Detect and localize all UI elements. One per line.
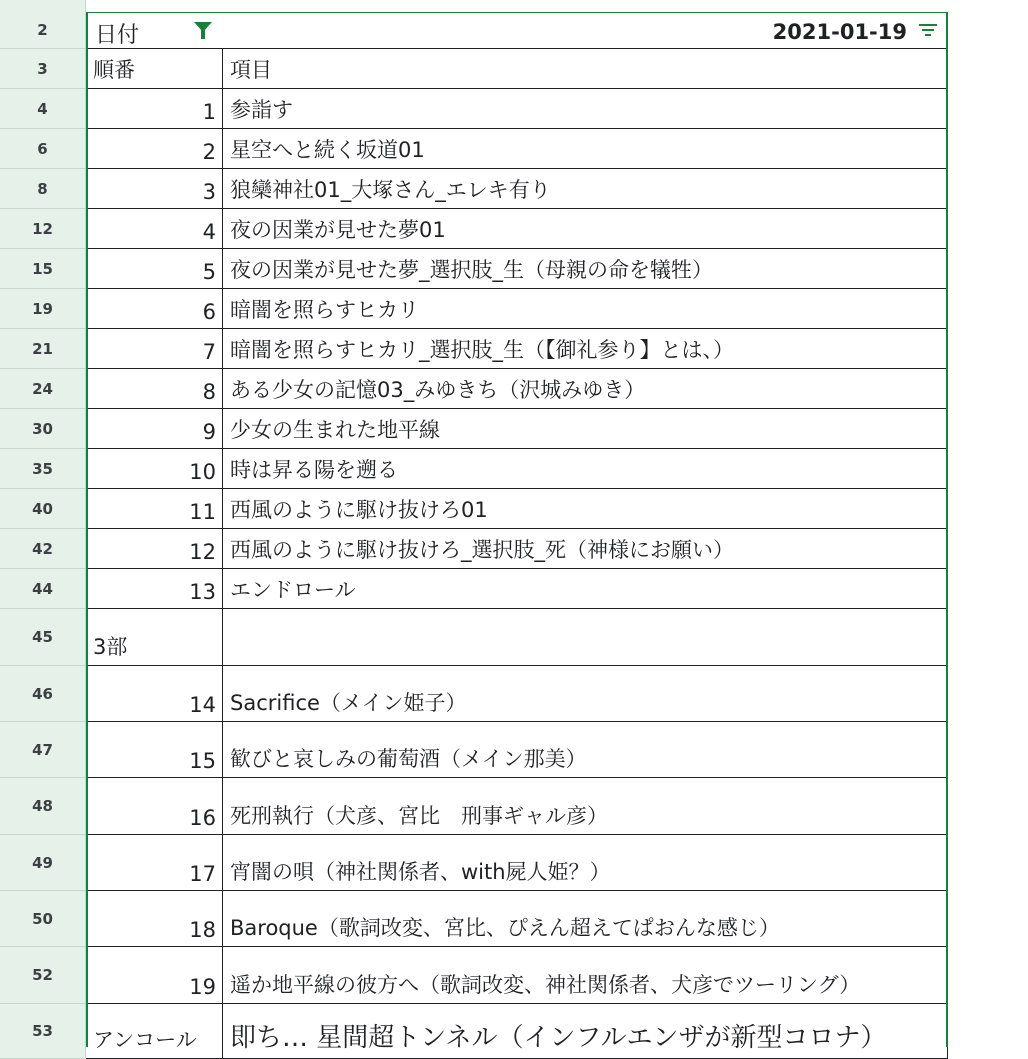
row-number[interactable]: 48 [0, 778, 85, 835]
item-cell[interactable] [223, 449, 948, 488]
item-cell[interactable] [223, 569, 948, 608]
date-label: 日付 [95, 23, 140, 48]
order-cell[interactable] [86, 569, 223, 608]
row-number[interactable]: 42 [0, 529, 85, 569]
item-value: 時は昇る陽を遡る [230, 458, 398, 482]
item-value: エンドロール [230, 578, 356, 602]
row-number[interactable]: 46 [0, 666, 85, 722]
item-value: 歓びと哀しみの葡萄酒（メイン那美） [230, 747, 587, 771]
row-number[interactable]: 19 [0, 289, 85, 329]
row-number[interactable]: 3 [0, 49, 85, 89]
order-value: 18 [189, 918, 216, 942]
order-cell[interactable] [86, 89, 223, 128]
item-cell[interactable] [223, 409, 948, 448]
item-cell[interactable] [223, 1004, 948, 1058]
table-row [86, 209, 948, 249]
order-value: 19 [189, 975, 216, 999]
selection-border-left [86, 12, 88, 1047]
item-value: 遥か地平線の彼方へ（歌詞改変、神社関係者、犬彦でツーリング） [230, 973, 861, 997]
row-number[interactable]: 40 [0, 489, 85, 529]
row-number[interactable]: 24 [0, 369, 85, 409]
item-value: 暗闇を照らすヒカリ_選択肢_生（【御礼参り】とは、） [230, 338, 734, 362]
table-row [86, 529, 948, 569]
order-value: 12 [189, 540, 216, 564]
order-cell[interactable] [86, 369, 223, 408]
order-cell[interactable] [86, 666, 223, 721]
table-row [86, 289, 948, 329]
table-row [86, 947, 948, 1004]
table-row [86, 722, 948, 778]
table-row [86, 169, 948, 209]
order-value: 17 [189, 862, 216, 886]
order-column-title: 順番 [93, 58, 135, 82]
item-cell[interactable] [223, 89, 948, 128]
table-row [86, 666, 948, 722]
table-row [86, 329, 948, 369]
order-value: 5 [202, 260, 216, 284]
item-value: Baroque（歌詞改変、宮比、ぴえん超えてぱおんな感じ） [230, 916, 780, 940]
table-row [86, 129, 948, 169]
item-value: 少女の生まれた地平線 [230, 418, 440, 442]
cell[interactable] [86, 49, 223, 88]
table-row [86, 409, 948, 449]
table-row [86, 569, 948, 609]
row-number[interactable]: 6 [0, 129, 85, 169]
order-cell[interactable] [86, 609, 223, 665]
item-cell[interactable] [223, 489, 948, 528]
row-number[interactable]: 21 [0, 329, 85, 369]
item-value: 即ち… 星間超トンネル（インフルエンザが新型コロナ） [230, 1023, 887, 1053]
table-row [86, 778, 948, 835]
order-cell[interactable] [86, 289, 223, 328]
order-value: 11 [189, 500, 216, 524]
item-value: 西風のように駆け抜けろ01 [230, 498, 488, 522]
table-row [86, 369, 948, 409]
order-value: 1 [202, 100, 216, 124]
item-cell[interactable] [223, 722, 948, 777]
item-cell[interactable] [223, 209, 948, 248]
order-cell[interactable] [86, 209, 223, 248]
table-row [86, 89, 948, 129]
order-value: 8 [202, 380, 216, 404]
item-cell[interactable] [223, 289, 948, 328]
row-number[interactable]: 45 [0, 609, 85, 666]
row-number[interactable]: 44 [0, 569, 85, 609]
order-cell[interactable] [86, 891, 223, 946]
item-cell[interactable] [223, 947, 948, 1003]
item-cell[interactable] [223, 778, 948, 834]
order-value: 9 [202, 420, 216, 444]
filter-icon[interactable] [194, 22, 212, 32]
item-value: 宵闇の唄（神社関係者、with屍人姫？） [230, 860, 611, 884]
row-number[interactable]: 12 [0, 209, 85, 249]
cell[interactable] [223, 49, 948, 88]
order-cell[interactable] [86, 329, 223, 368]
order-cell[interactable] [86, 129, 223, 168]
row-number[interactable]: 49 [0, 835, 85, 891]
order-cell[interactable] [86, 169, 223, 208]
row-number[interactable]: 2 [0, 12, 85, 49]
row-number[interactable]: 15 [0, 249, 85, 289]
item-cell[interactable] [223, 249, 948, 288]
order-value: 14 [189, 693, 216, 717]
grid-line [85, 0, 86, 12]
order-value: 13 [189, 580, 216, 604]
row-number[interactable]: 47 [0, 722, 85, 778]
item-value: 参詣す [230, 98, 293, 122]
item-cell[interactable] [223, 835, 948, 890]
row-number[interactable]: 53 [0, 1004, 85, 1059]
order-cell[interactable] [86, 529, 223, 568]
row-number[interactable]: 50 [0, 891, 85, 947]
row-number[interactable]: 30 [0, 409, 85, 449]
order-value: 3部 [93, 635, 128, 659]
date-filter-header[interactable] [86, 12, 948, 49]
table-row [86, 835, 948, 891]
order-value: 3 [202, 180, 216, 204]
order-cell[interactable] [86, 409, 223, 448]
table-row [86, 1004, 948, 1059]
order-value: 7 [202, 340, 216, 364]
item-value: 狼欒神社01_大塚さん_エレキ有り [230, 178, 551, 202]
order-value: 4 [202, 220, 216, 244]
row-number[interactable]: 4 [0, 89, 85, 129]
item-column-title: 項目 [230, 58, 272, 82]
item-value: 星空へと続く坂道01 [230, 138, 425, 162]
order-cell[interactable] [86, 947, 223, 1003]
order-cell[interactable] [86, 449, 223, 488]
filter-sort-icon[interactable] [919, 24, 937, 38]
item-cell[interactable] [223, 169, 948, 208]
order-value: 10 [189, 460, 216, 484]
order-value: 16 [189, 806, 216, 830]
order-value: 6 [202, 300, 216, 324]
item-value: 西風のように駆け抜けろ_選択肢_死（神様にお願い） [230, 538, 734, 562]
row-number[interactable]: 8 [0, 169, 85, 209]
table-row [86, 249, 948, 289]
table-row [86, 609, 948, 666]
item-cell[interactable] [223, 529, 948, 568]
item-cell[interactable] [223, 369, 948, 408]
date-value[interactable]: 2021-01-19 [772, 20, 907, 44]
item-value: 夜の因業が見せた夢_選択肢_生（母親の命を犠牲） [230, 258, 713, 282]
item-cell[interactable] [223, 329, 948, 368]
order-cell[interactable] [86, 1004, 223, 1058]
item-cell[interactable] [223, 609, 948, 665]
order-cell[interactable] [86, 778, 223, 834]
order-cell[interactable] [86, 249, 223, 288]
order-value: 2 [202, 140, 216, 164]
item-cell[interactable] [223, 891, 948, 946]
order-value: アンコール [93, 1028, 197, 1052]
table-row [86, 449, 948, 489]
order-cell[interactable] [86, 489, 223, 528]
item-value: Sacrifice（メイン姫子） [230, 691, 467, 715]
row-number[interactable]: 35 [0, 449, 85, 489]
order-cell[interactable] [86, 835, 223, 890]
row-number[interactable]: 52 [0, 947, 85, 1004]
item-value: 暗闇を照らすヒカリ [230, 298, 419, 322]
table-row [86, 489, 948, 529]
item-cell[interactable] [223, 129, 948, 168]
order-value: 15 [189, 749, 216, 773]
table-row [86, 891, 948, 947]
selection-border-right [946, 12, 948, 1047]
order-cell[interactable] [86, 722, 223, 777]
item-value: 死刑執行（犬彦、宮比 刑事ギャル彦） [230, 804, 608, 828]
item-value: ある少女の記憶03_みゆきち（沢城みゆき） [230, 378, 646, 402]
item-value: 夜の因業が見せた夢01 [230, 218, 446, 242]
item-cell[interactable] [223, 666, 948, 721]
column-header-row [86, 49, 948, 89]
